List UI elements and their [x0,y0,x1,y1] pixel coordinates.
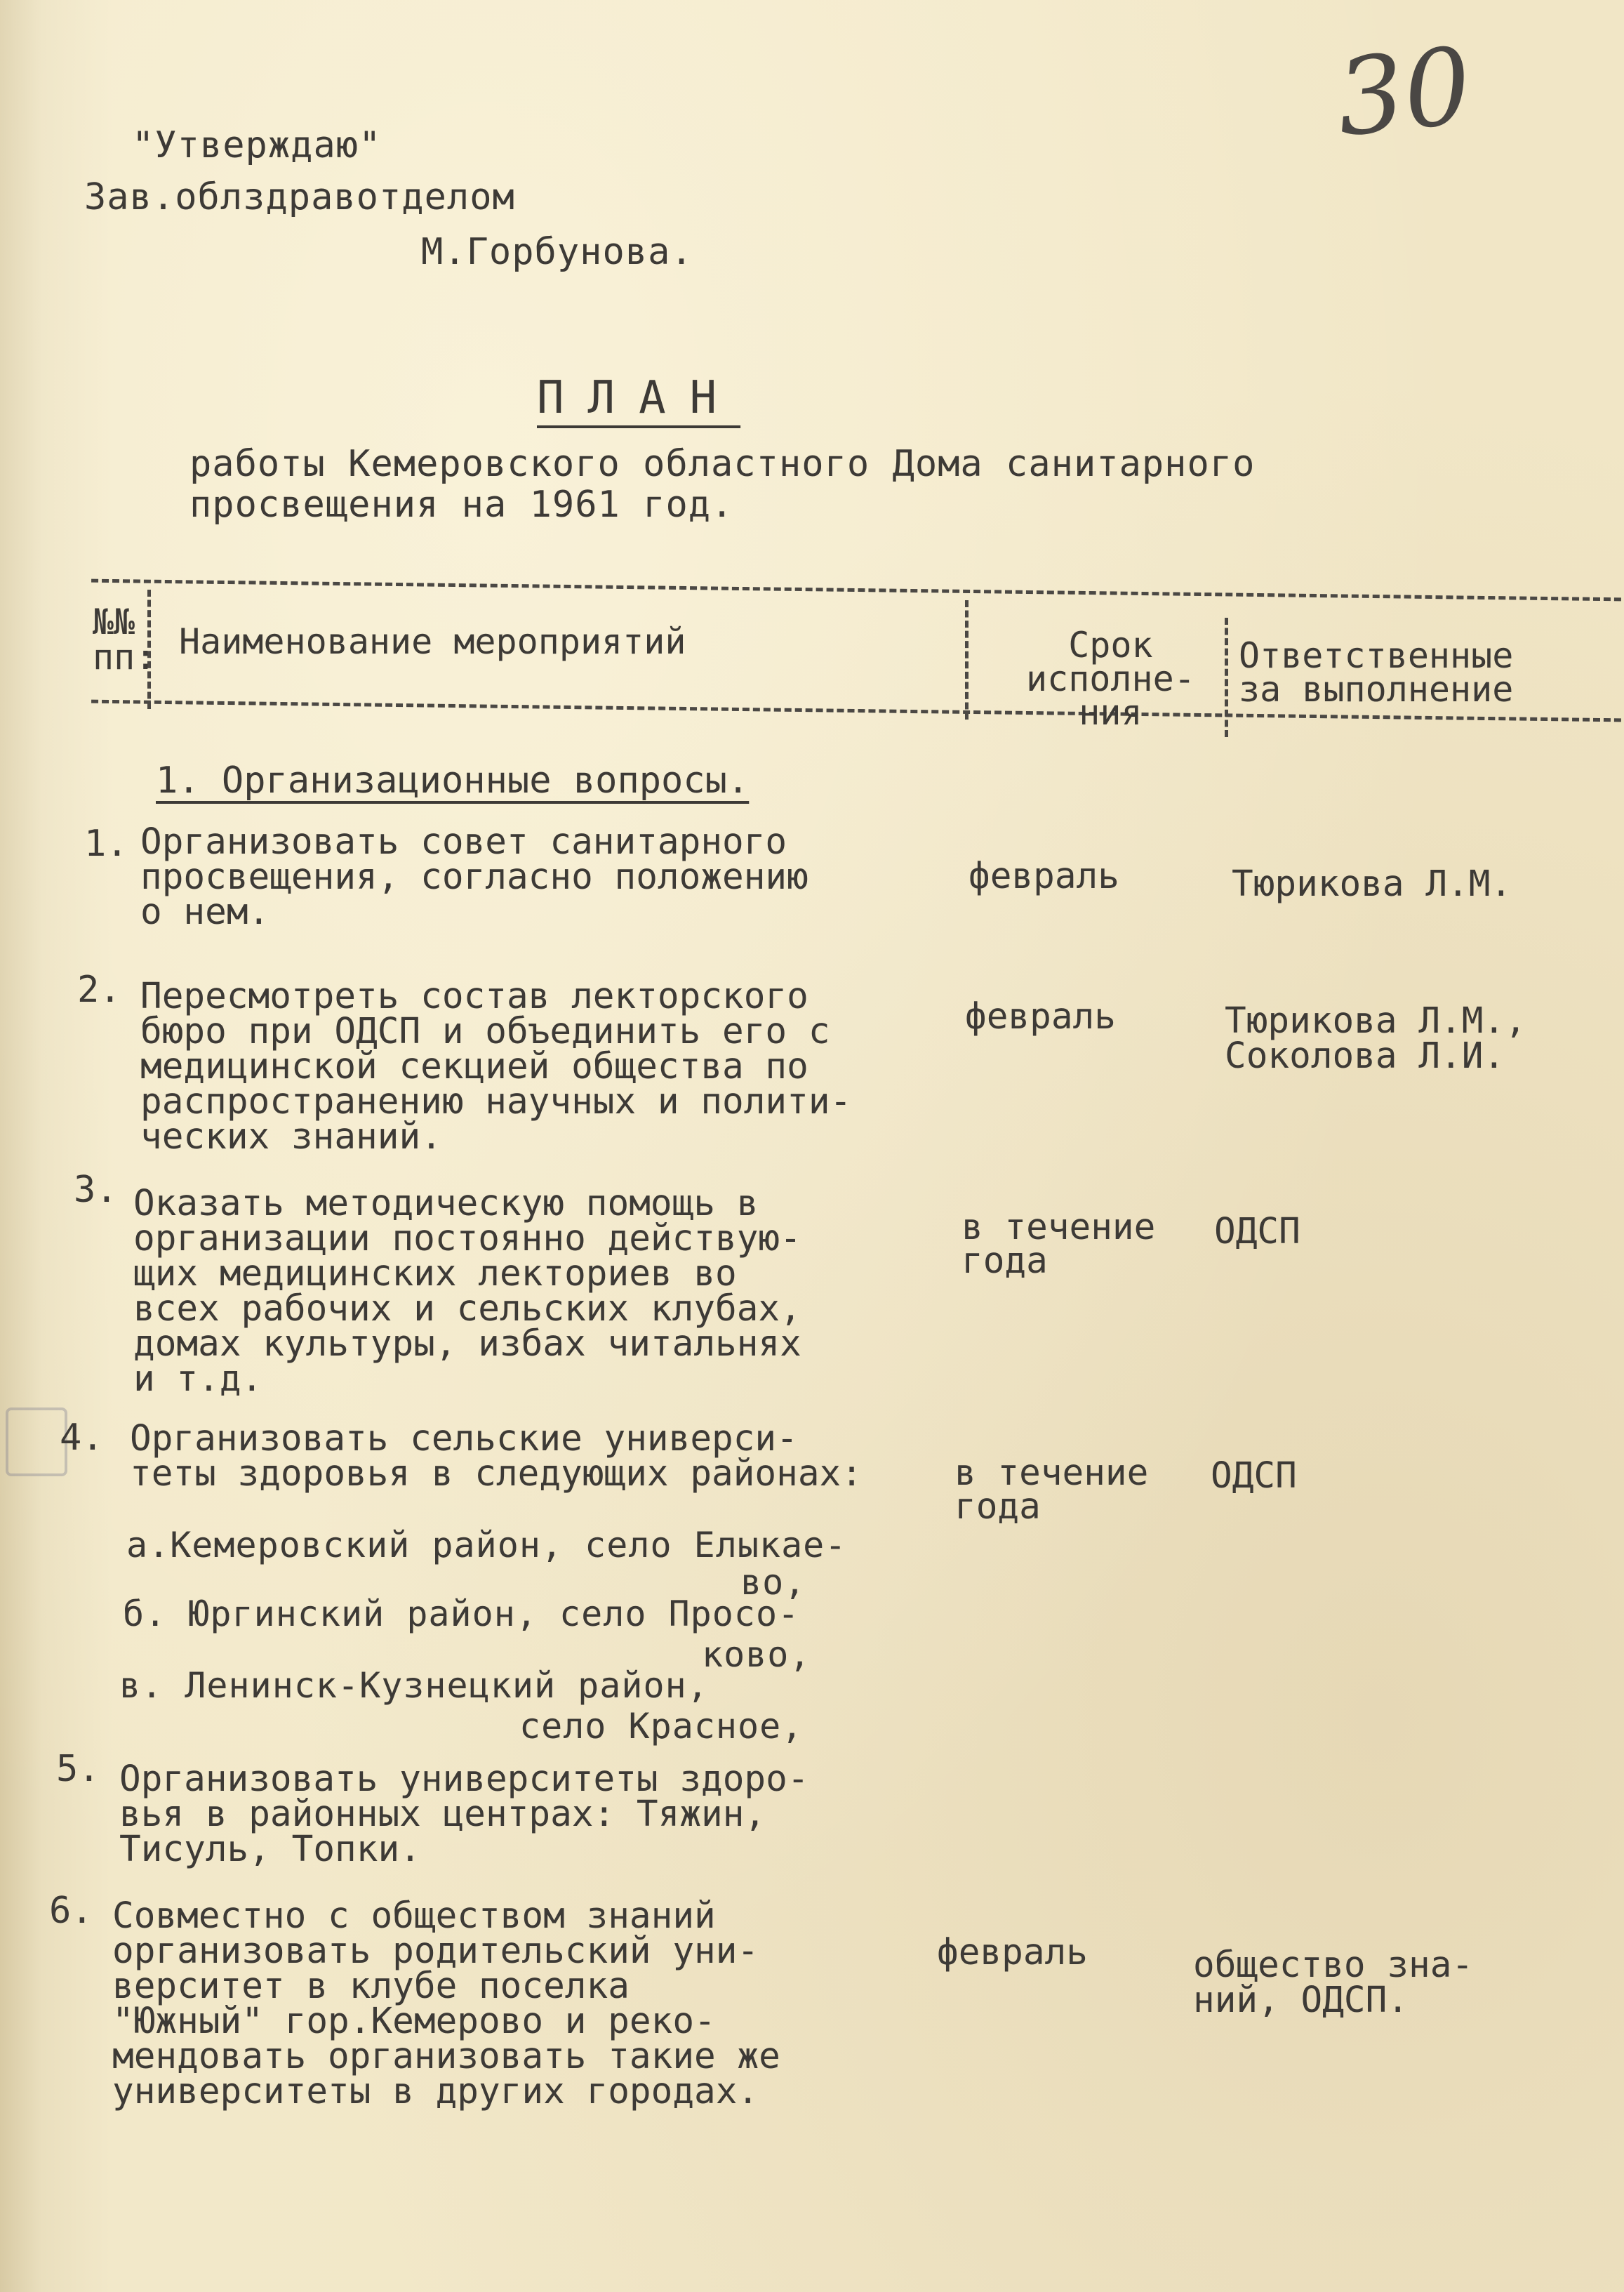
item-text: Организовать университеты здоро- вья в районных центрах: Тяжин, Тисуль, Топки. [119,1758,809,1870]
item-number: 5. [56,1748,100,1790]
item-number: 2. [77,969,121,1011]
approval-line-3: М.Горбунова. [421,231,693,273]
item-number: 4. [60,1417,104,1459]
item-responsible: ОДСП [1211,1455,1297,1497]
subitem: село Красное, [519,1706,804,1747]
section-heading: 1. Организационные вопросы. [156,760,750,802]
subitem: во, [740,1562,806,1603]
subitem: в. Ленинск-Кузнецкий район, [119,1665,709,1706]
item-text: Организовать совет санитарного просвещения, согласно положению о нем. [140,821,808,933]
margin-stamp-mark [6,1407,67,1476]
item-text: Пересмотреть состав лекторского бюро при ОДСП и объединить его с медицинской секцией общества по распространению научных и полити- ческих знаний. [140,976,852,1158]
approval-line-2: Зав.облздравотделом [84,176,515,218]
header-name: Наименование мероприятий [179,621,686,662]
subitem: ково, [702,1634,811,1675]
item-responsible: общество зна- ний, ОДСП. [1193,1945,1474,2021]
header-divider-3 [1225,618,1228,737]
item-number: 1. [84,823,128,865]
item-number: 3. [74,1169,118,1211]
item-term: в течение года [954,1452,1149,1528]
header-num-line-1: №№ [93,602,135,642]
item-term: февраль [965,996,1116,1038]
folio-number: 30 [1331,25,1477,161]
header-responsible: Ответственные за выполнение [1239,635,1514,710]
subtitle-line-1: работы Кемеровского областного Дома санитарного [189,443,1256,485]
header-top-rule [91,579,1621,602]
item-text: Организовать сельские универси- теты здоровья в следующих районах: [130,1418,863,1495]
subitem: а.Кемеровский район, село Елыкае- [126,1525,847,1565]
item-text: Оказать методическую помощь в организации постоянно действую- щих медицинских лекториев во всех рабочих и сельских клубах, домах культуры, избах читальнях и т.д. [133,1183,801,1400]
item-term: в течение года [961,1207,1156,1282]
item-term: февраль [969,856,1119,897]
item-text: Совместно с обществом знаний организовать родительский уни- верситет в клубе поселка "Южный" гор.Кемерово и реко- мендовать организовать такие же университеты в других городах. [112,1895,780,2112]
subitem: б. Юргинский район, село Просо- [123,1594,800,1634]
page-title: ПЛАН [537,372,741,424]
item-responsible: Тюрикова Л.М. [1232,863,1512,905]
item-responsible: ОДСП [1214,1211,1300,1252]
header-divider-2 [965,600,969,720]
item-number: 6. [49,1890,93,1932]
header-num-line-2: пп: [93,637,157,677]
item-term: февраль [937,1932,1088,1973]
header-term: Срок исполне- ния [1026,625,1195,733]
item-responsible: Тюрикова Л.М., Соколова Л.И. [1225,1000,1526,1077]
subtitle-line-2: просвещения на 1961 год. [189,484,734,526]
approval-line-1: "Утверждаю" [132,124,382,166]
